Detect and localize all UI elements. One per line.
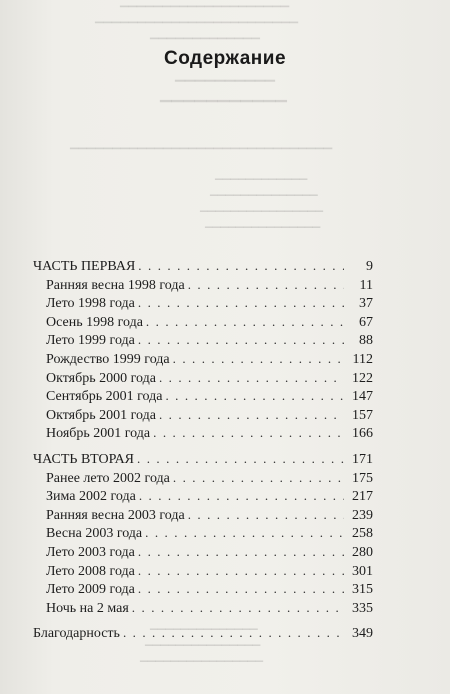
toc-page-number: 122 [352,370,373,386]
toc-entry-label: Лето 2008 года [46,563,135,579]
toc-leader-dots [188,276,344,295]
toc-entry-label: Сентябрь 2001 года [46,389,163,405]
toc-entry [33,313,373,332]
toc-entry [33,369,373,388]
toc-leader-dots [138,294,344,313]
show-through-line: ▔▔▔▔▔▔▔▔▔▔▔ [160,102,287,118]
show-through-line: ▔▔▔▔▔▔▔▔▔▔▔▔▔▔▔▔ [140,662,264,673]
toc-entry [33,506,373,525]
toc-page-number: 280 [352,544,373,560]
toc-part-heading [33,450,373,469]
page-title: Содержание [163,48,287,69]
toc-leader-dots [137,450,344,469]
toc-entry-label: Благодарность [33,626,120,642]
toc-entry [33,524,373,543]
toc-leader-dots [159,369,344,388]
toc-entry [33,599,373,618]
show-through-line: ▔▔▔▔▔▔▔▔▔▔▔▔▔▔▔ [145,646,261,657]
toc-entry-label: Лето 1998 года [46,296,135,312]
show-through-line: ▔▔▔▔▔▔▔▔▔▔▔▔▔▔▔ [205,228,321,239]
show-through-line: ▔▔▔▔▔▔▔▔▔▔▔▔▔▔▔▔▔▔▔▔▔▔▔▔ [95,23,299,35]
toc-leader-dots [159,406,344,425]
toc-entry-label: Ранее лето 2002 года [46,470,170,486]
toc-page-number: 335 [352,600,373,616]
toc-page-number: 175 [352,470,373,486]
toc-page-number: 166 [352,426,373,442]
toc-entry [33,294,373,313]
toc-entry [33,406,373,425]
toc-page-number: 301 [352,563,373,579]
toc-entry [33,387,373,406]
toc-leader-dots [173,469,344,488]
toc-page-number: 217 [352,489,373,505]
toc-leader-dots [138,562,344,581]
toc-entry-label: Октябрь 2001 года [46,407,156,423]
toc-leader-dots [146,313,344,332]
toc-entry [33,562,373,581]
toc-leader-dots [165,387,344,406]
show-through-line: ▔▔▔▔▔▔▔▔▔▔ [175,80,275,95]
toc-entry-label: Зима 2002 года [46,489,136,505]
toc-leader-dots [132,599,344,618]
toc-entry-label: Октябрь 2000 года [46,370,156,386]
show-through-line: ▔▔▔▔▔▔▔▔▔▔▔▔▔▔▔▔ [200,212,324,223]
toc-page-number: 112 [352,351,373,367]
toc-page-number: 147 [352,389,373,405]
show-through-line: ▔▔▔▔▔▔▔▔▔▔▔▔▔▔▔▔▔▔▔▔▔▔▔▔▔▔▔▔▔▔▔ [70,149,333,161]
toc-entry-label: Осень 1998 года [46,314,143,330]
toc-page-number: 239 [352,507,373,523]
toc-leader-dots [138,543,344,562]
toc-leader-dots [173,350,344,369]
toc-page-number: 157 [352,407,373,423]
toc-leader-dots [138,331,344,350]
table-of-contents [33,257,373,643]
show-through-line: ▔▔▔▔▔▔▔▔▔▔▔▔▔▔ [210,196,318,207]
toc-leader-dots [153,424,344,443]
toc-entry-label: Ночь на 2 мая [46,600,129,616]
toc-leader-dots [188,506,344,525]
toc-acknowledgements [33,624,373,643]
toc-leader-dots [138,257,344,276]
toc-entry [33,331,373,350]
toc-page-number: 258 [352,526,373,542]
toc-entry-label: Лето 1999 года [46,333,135,349]
toc-page-number: 11 [359,277,373,293]
toc-entry-label: Лето 2003 года [46,544,135,560]
show-through-line: ▔▔▔▔▔▔▔▔▔▔▔▔▔▔ [150,630,258,641]
toc-entry [33,276,373,295]
toc-entry-label: Ранняя весна 2003 года [46,507,185,523]
toc-leader-dots [145,524,344,543]
toc-page-number: 88 [359,333,373,349]
toc-entry [33,543,373,562]
show-through-line: ▔▔▔▔▔▔▔▔▔▔▔▔▔▔▔▔▔▔▔▔ [120,7,290,19]
toc-page-number: 349 [352,626,373,642]
show-through-line: ▔▔▔▔▔▔▔▔▔▔▔▔ [215,180,308,191]
toc-page-number: 37 [359,296,373,312]
toc-part-heading [33,257,373,276]
toc-entry [33,580,373,599]
toc-entry [33,350,373,369]
toc-page-number: 171 [352,451,373,467]
toc-leader-dots [138,580,344,599]
toc-page-number: 67 [359,314,373,330]
toc-page-number: 315 [352,582,373,598]
toc-entry [33,469,373,488]
toc-entry-label: Лето 2009 года [46,582,135,598]
toc-page-number: 9 [366,259,373,274]
toc-entry [33,424,373,443]
toc-entry-label: Рождество 1999 года [46,351,170,367]
toc-entry [33,487,373,506]
toc-leader-dots [123,624,344,643]
toc-entry-label: Ноябрь 2001 года [46,426,151,442]
toc-entry-label: ЧАСТЬ ПЕРВАЯ [33,259,136,274]
toc-entry-label: ЧАСТЬ ВТОРАЯ [33,451,135,467]
toc-entry-label: Ранняя весна 1998 года [46,277,185,293]
show-through-line: ▔▔▔▔▔▔▔▔▔▔▔▔▔ [150,39,260,51]
toc-entry-label: Весна 2003 года [46,526,143,542]
toc-leader-dots [139,487,344,506]
